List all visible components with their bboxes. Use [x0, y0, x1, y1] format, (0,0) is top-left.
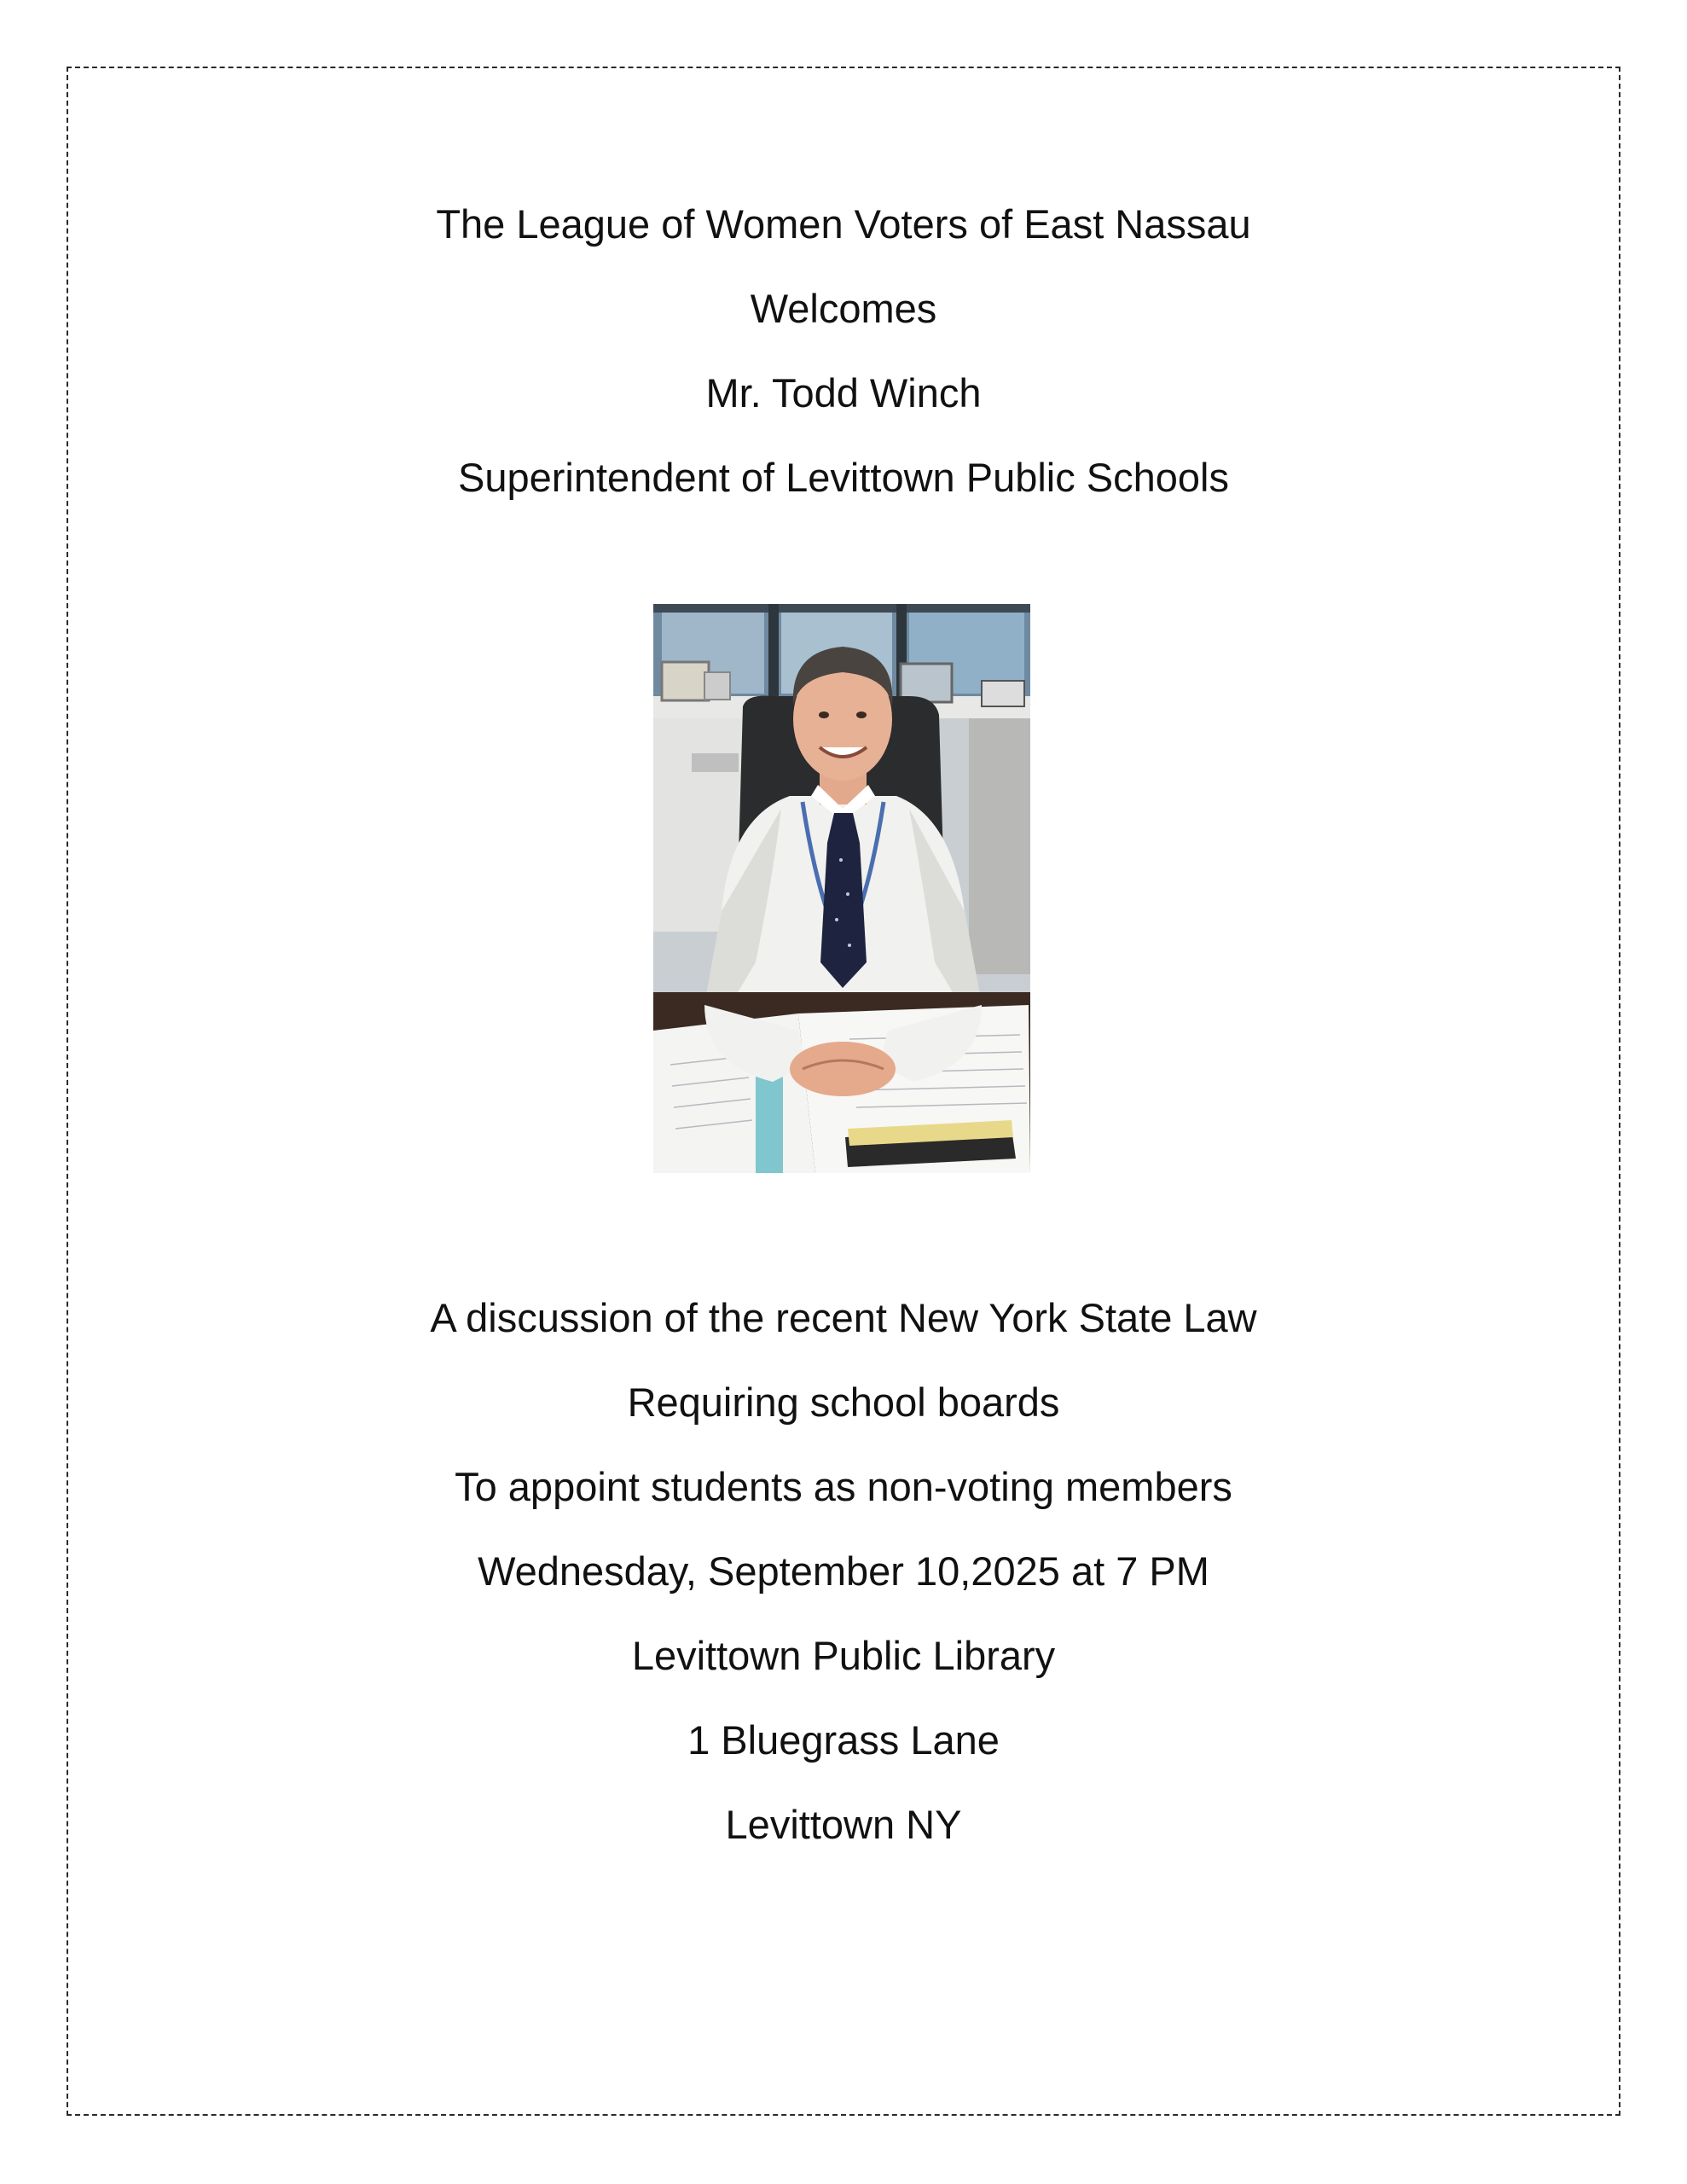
topic-line-3: To appoint students as non-voting members: [455, 1464, 1232, 1509]
topic-line-2: Requiring school boards: [627, 1380, 1060, 1425]
speaker-name: Mr. Todd Winch: [705, 370, 982, 415]
event-venue: Levittown Public Library: [631, 1633, 1056, 1678]
event-city: Levittown NY: [725, 1802, 962, 1847]
topic-line-1: A discussion of the recent New York State Law: [430, 1295, 1257, 1340]
event-datetime: Wednesday, September 10,2025 at 7 PM: [478, 1548, 1209, 1594]
speaker-photo: [653, 604, 1030, 1173]
speaker-title: Superintendent of Levittown Public Schools: [457, 455, 1229, 500]
welcomes-text: Welcomes: [750, 286, 937, 331]
organization-name: The League of Women Voters of East Nassau: [436, 201, 1251, 247]
event-address: 1 Bluegrass Lane: [687, 1717, 1000, 1763]
